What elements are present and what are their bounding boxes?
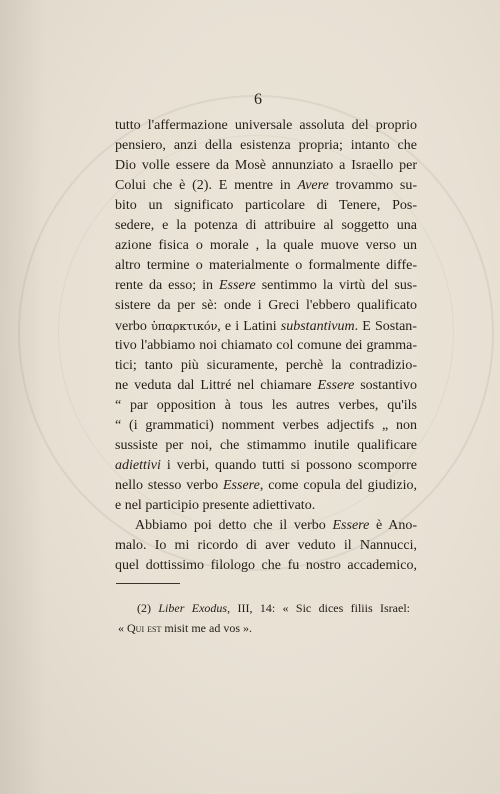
page-number: 6 (254, 91, 262, 108)
text-run: “ (i grammatici) nomment verbes adjectifs „ non (115, 418, 417, 433)
text-run: sentimmo la virtù del sus- (255, 278, 417, 293)
text-line (115, 296, 417, 316)
text-run: , e i Latini (217, 319, 281, 334)
text-line (115, 316, 417, 336)
text-run: verbo (115, 319, 151, 334)
italic-text: Essere (317, 378, 355, 393)
footnote-reference: (2) (192, 178, 209, 193)
text-run: azione fisica o morale , la quale muove verso un (115, 238, 417, 253)
text-run: “ par opposition à tous les autres verbes, qu'ils (115, 398, 417, 413)
italic-text: Essere (223, 478, 260, 493)
text-line (115, 236, 417, 256)
text-run: tivo l'abbiamo noi chiamato col comune dei gramma- (115, 338, 417, 353)
text-line (115, 436, 417, 456)
text-run: misit me ad vos ». (161, 621, 253, 635)
paragraph (115, 116, 417, 516)
italic-text: adiettivi (115, 458, 161, 473)
text-run: trovammo su- (328, 178, 418, 193)
text-run: malo. Io mi ricordo di aver veduto il Nannucci, (115, 538, 417, 553)
text-line (115, 116, 417, 136)
text-line (115, 496, 417, 516)
text-line (115, 176, 417, 196)
text-run: « (118, 621, 127, 635)
text-run: sussiste per noi, che stimammo inutile qualificare (115, 438, 417, 453)
text-line (115, 356, 417, 376)
greek-word: ὑπαρκτικόν (151, 319, 218, 333)
text-line (115, 416, 417, 436)
text-line (115, 556, 417, 576)
text-run: i verbi, quando tutti si possono scomporre (160, 458, 417, 473)
text-run: nello stesso verbo (115, 478, 223, 493)
text-run: Abbiamo poi detto che il verbo (135, 518, 333, 533)
text-run: , III, 14: « Sic dices filiis Israel: (227, 601, 411, 615)
body-text (115, 116, 417, 576)
text-run: e nel participio presente adiettivato. (115, 498, 316, 513)
text-line (115, 376, 417, 396)
text-line (115, 196, 417, 216)
footnote-rule (116, 583, 180, 584)
italic-text: Avere (297, 178, 329, 193)
text-run: Colui che è (115, 178, 193, 193)
text-line (115, 136, 417, 156)
text-run: sostantivo (354, 378, 418, 393)
text-run: (2) (137, 601, 159, 615)
text-run: Dio volle essere da Mosè annunziato a Israello per (115, 158, 417, 173)
text-line (115, 536, 417, 556)
text-run: altro termine o materialmente o formalmente diffe- (115, 258, 417, 273)
italic-text: Essere (332, 518, 370, 533)
small-caps-text: Qui est (127, 621, 162, 635)
footnote-line (118, 598, 410, 618)
text-run: tici; tanto più sicuramente, perchè la contradizio- (115, 358, 417, 373)
text-line (115, 516, 417, 536)
text-line (115, 216, 417, 236)
italic-text: substantivum (280, 319, 355, 334)
text-run: , come copula del giudizio, (259, 478, 417, 493)
paragraph (115, 516, 417, 576)
text-run: quel dottissimo filologo che fu nostro accademico, (115, 558, 417, 573)
text-line (115, 336, 417, 356)
text-line (115, 476, 417, 496)
text-run: pensiero, anzi della esistenza propria; intanto che (115, 138, 417, 153)
text-run: è Ano- (369, 518, 417, 533)
footnote-line (118, 618, 410, 638)
text-run: tutto l'affermazione universale assoluta del proprio (115, 118, 417, 133)
text-run: sistere da per sè: onde i Greci l'ebbero qualificato (115, 298, 417, 313)
italic-text: Essere (218, 278, 256, 293)
text-run: ne veduta dal Littré nel chiamare (115, 378, 318, 393)
text-run: sedere, e la potenza di attribuire al soggetto una (115, 218, 417, 233)
text-run: . E Sostan- (354, 319, 417, 334)
text-line (115, 256, 417, 276)
footnotes (118, 598, 410, 638)
italic-text: Liber Exodus (158, 601, 228, 615)
text-line (115, 276, 417, 296)
text-line (115, 156, 417, 176)
text-run: rente da esso; in (115, 278, 219, 293)
text-line (115, 456, 417, 476)
text-line (115, 396, 417, 416)
text-run: . E mentre in (208, 178, 298, 193)
text-run: bito un significato particolare di Tenere, Pos- (115, 198, 417, 213)
